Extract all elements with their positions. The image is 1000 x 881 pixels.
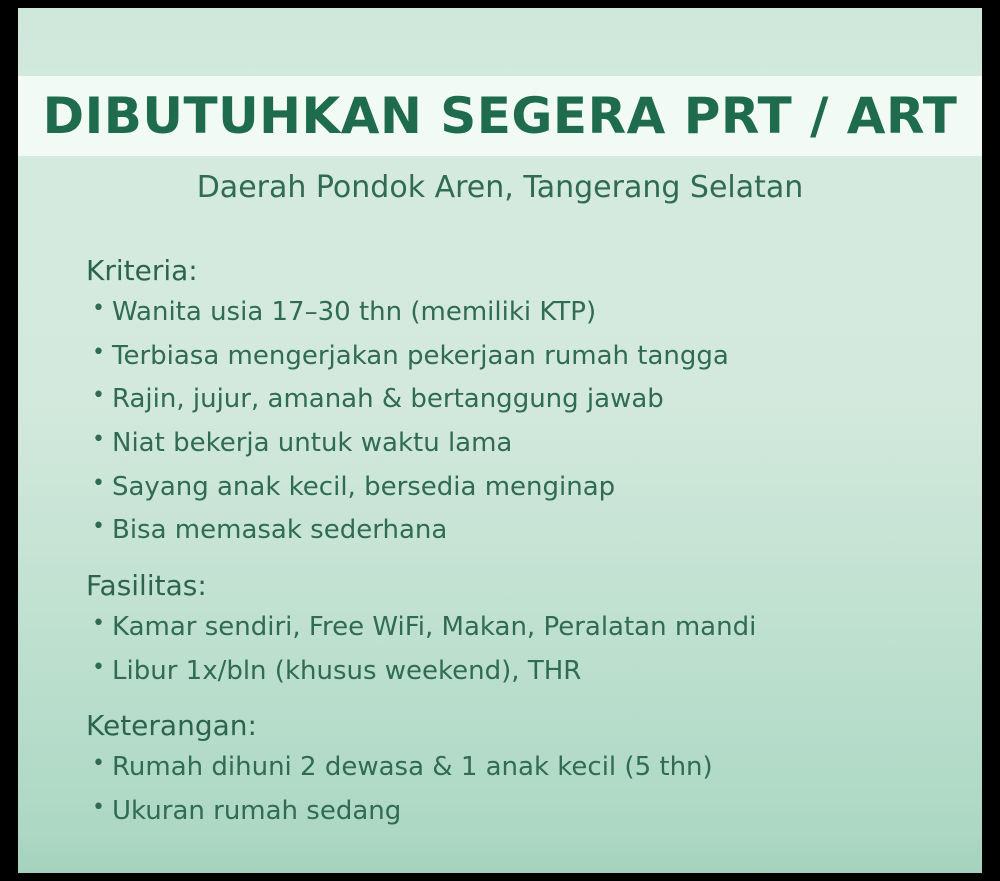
list-item: • Sayang anak kecil, bersedia menginap	[86, 466, 946, 510]
job-poster	[18, 8, 982, 873]
bullet-list	[86, 291, 946, 553]
list-item: • Niat bekerja untuk waktu lama	[86, 422, 946, 466]
section-keterangan	[86, 701, 946, 833]
page-title: DIBUTUHKAN SEGERA PRT / ART	[42, 87, 958, 145]
location-subtitle: Daerah Pondok Aren, Tangerang Selatan	[196, 170, 804, 205]
poster-content	[86, 246, 946, 842]
list-item: • Kamar sendiri, Free WiFi, Makan, Peralatan mandi	[86, 606, 946, 650]
section-heading: Keterangan:	[86, 709, 257, 743]
list-item: • Terbiasa mengerjakan pekerjaan rumah tangga	[86, 335, 946, 379]
list-item: • Libur 1x/bln (khusus weekend), THR	[86, 650, 946, 694]
section-fasilitas	[86, 561, 946, 693]
bottom-gradient	[18, 835, 982, 873]
title-band	[18, 76, 982, 156]
section-heading: Fasilitas:	[86, 569, 207, 603]
bullet-list	[86, 746, 946, 833]
bullet-list	[86, 606, 946, 693]
list-item: • Wanita usia 17–30 thn (memiliki KTP)	[86, 291, 946, 335]
section-heading: Kriteria:	[86, 254, 198, 287]
list-item: • Bisa memasak sederhana	[86, 509, 946, 553]
list-item: • Rajin, jujur, amanah & bertanggung jawab	[86, 378, 946, 422]
section-kriteria	[86, 246, 946, 553]
list-item: • Ukuran rumah sedang	[86, 790, 946, 834]
list-item: • Rumah dihuni 2 dewasa & 1 anak kecil (5 thn)	[86, 746, 946, 790]
